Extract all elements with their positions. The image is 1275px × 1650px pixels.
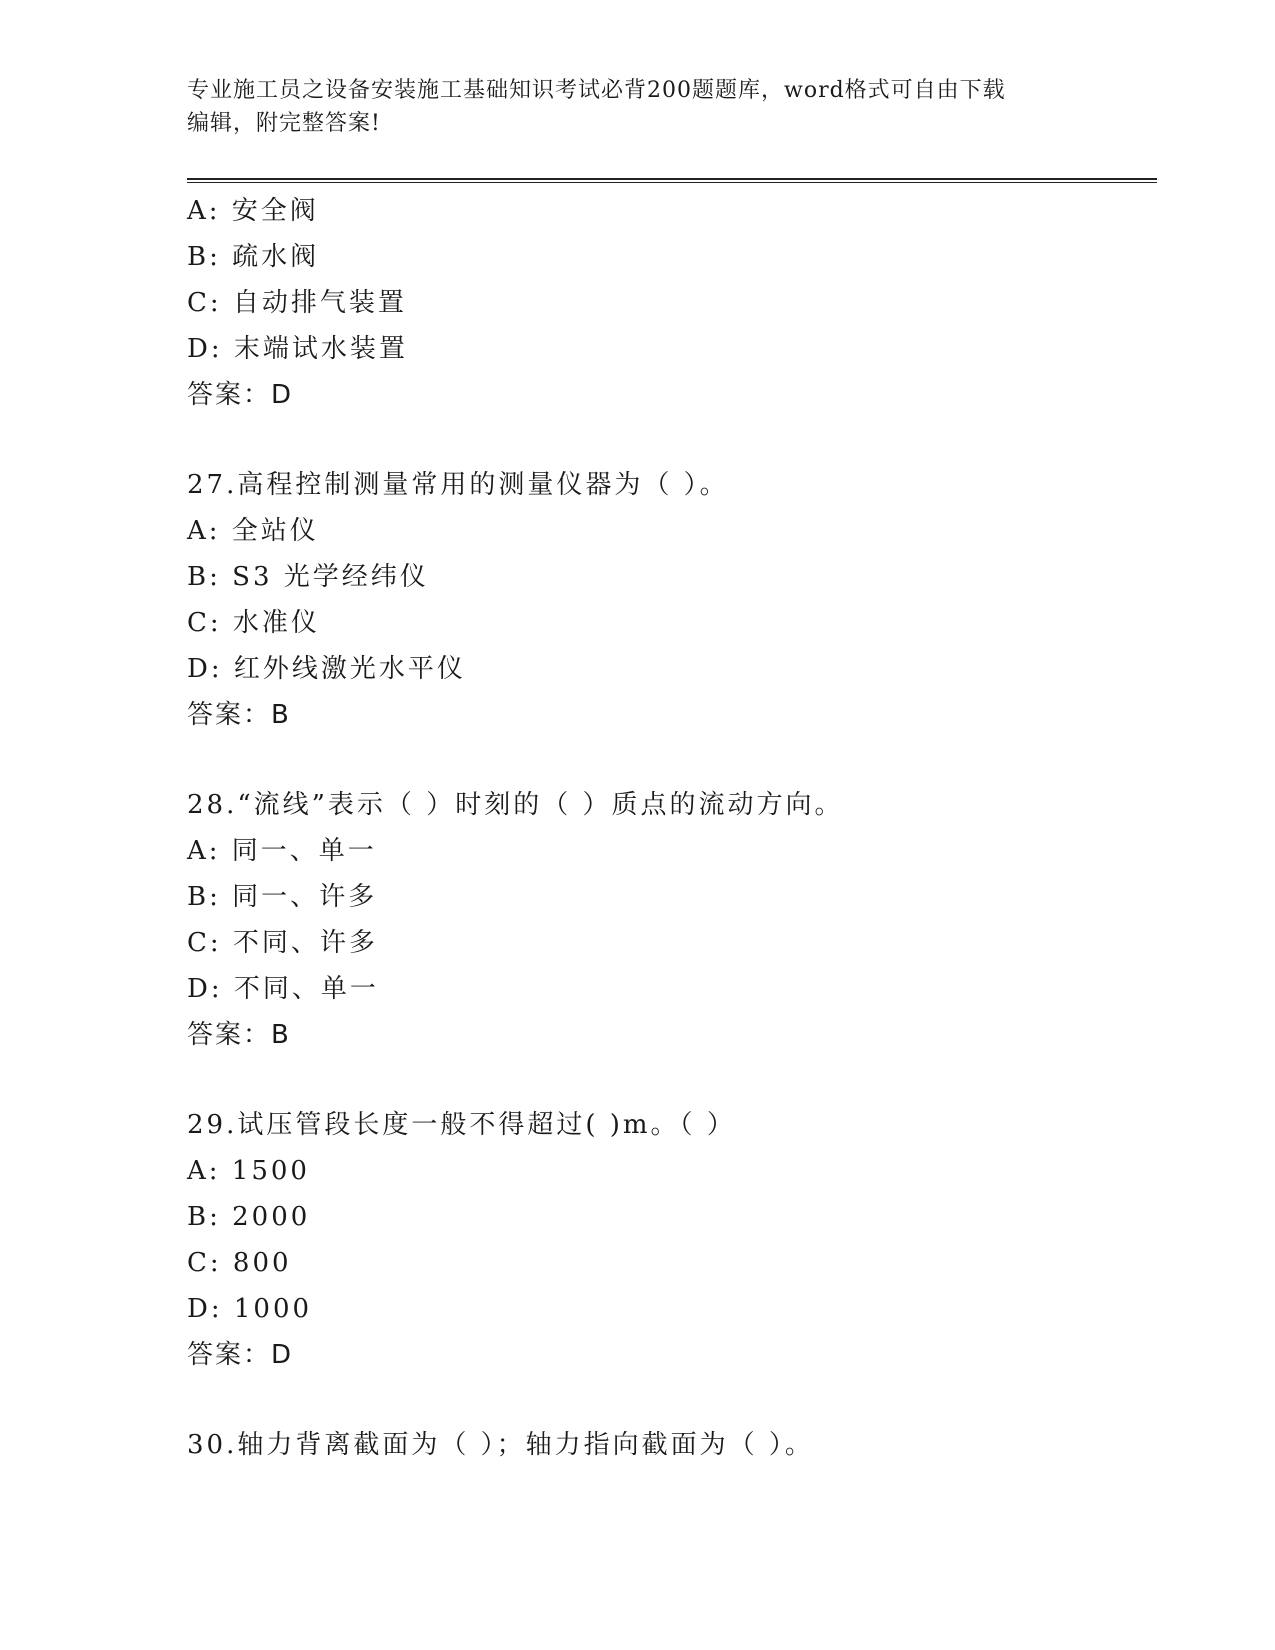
option-a: A: 安全阀 bbox=[187, 196, 319, 226]
answer: 答案：B bbox=[187, 700, 291, 730]
answer: 答案：B bbox=[187, 1020, 291, 1050]
question-text: 30.轴力背离截面为（ ）；轴力指向截面为（ ）。 bbox=[187, 1430, 814, 1460]
question-27 bbox=[187, 462, 1157, 738]
question-text: 29.试压管段长度一般不得超过( )m。（ ） bbox=[187, 1110, 736, 1140]
option-b: B: 2000 bbox=[187, 1202, 311, 1232]
document-header bbox=[187, 74, 1087, 140]
option-b: B: 同一、许多 bbox=[187, 882, 378, 912]
option-d: D: 1000 bbox=[187, 1294, 313, 1324]
answer: 答案：D bbox=[187, 1340, 294, 1370]
question-29 bbox=[187, 1102, 1157, 1378]
header-divider bbox=[187, 178, 1157, 183]
option-d: D: 不同、单一 bbox=[187, 974, 379, 1004]
option-c: C: 800 bbox=[187, 1248, 292, 1278]
question-26 bbox=[187, 188, 1157, 418]
question-30 bbox=[187, 1422, 1157, 1468]
header-line-1: 专业施工员之设备安装施工基础知识考试必背200题题库，word格式可自由下载 bbox=[187, 78, 1006, 103]
question-text: 28.“流线”表示（ ）时刻的（ ）质点的流动方向。 bbox=[187, 790, 844, 820]
answer: 答案：D bbox=[187, 380, 294, 410]
question-28 bbox=[187, 782, 1157, 1058]
option-a: A: 全站仪 bbox=[187, 516, 319, 546]
option-a: A: 同一、单一 bbox=[187, 836, 377, 866]
option-c: C: 水准仪 bbox=[187, 608, 320, 638]
document-page bbox=[187, 0, 1157, 1650]
option-b: B: 疏水阀 bbox=[187, 242, 320, 272]
option-c: C: 不同、许多 bbox=[187, 928, 378, 958]
question-text: 27.高程控制测量常用的测量仪器为（ ）。 bbox=[187, 470, 729, 500]
header-line-2: 编辑，附完整答案! bbox=[187, 111, 381, 136]
question-list bbox=[187, 188, 1157, 1468]
option-d: D: 红外线激光水平仪 bbox=[187, 654, 466, 684]
option-c: C: 自动排气装置 bbox=[187, 288, 407, 318]
option-a: A: 1500 bbox=[187, 1156, 310, 1186]
option-b: B: S3 光学经纬仪 bbox=[187, 562, 429, 592]
option-d: D: 末端试水装置 bbox=[187, 334, 408, 364]
